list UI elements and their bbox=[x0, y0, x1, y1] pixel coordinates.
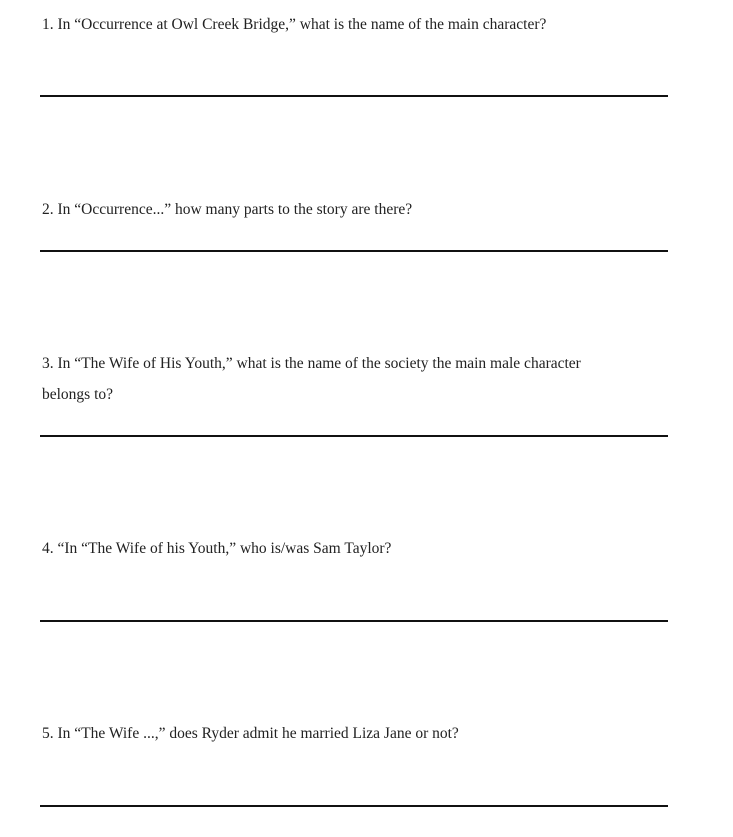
question-2-text: 2. In “Occurrence...” how many parts to the story are there? bbox=[42, 201, 413, 218]
question-3-text-line-1: 3. In “The Wife of His Youth,” what is the name of the society the main male character bbox=[42, 355, 581, 372]
question-3-text-line-2: belongs to? bbox=[42, 386, 114, 403]
answer-line-5[interactable] bbox=[40, 805, 668, 807]
answer-line-3[interactable] bbox=[40, 435, 668, 437]
question-5-text: 5. In “The Wife ...,” does Ryder admit he married Liza Jane or not? bbox=[42, 725, 459, 742]
question-1-text: 1. In “Occurrence at Owl Creek Bridge,” what is the name of the main character? bbox=[42, 16, 547, 33]
question-4-text: 4. “In “The Wife of his Youth,” who is/was Sam Taylor? bbox=[42, 540, 392, 557]
answer-line-4[interactable] bbox=[40, 620, 668, 622]
answer-line-2[interactable] bbox=[40, 250, 668, 252]
answer-line-1[interactable] bbox=[40, 95, 668, 97]
